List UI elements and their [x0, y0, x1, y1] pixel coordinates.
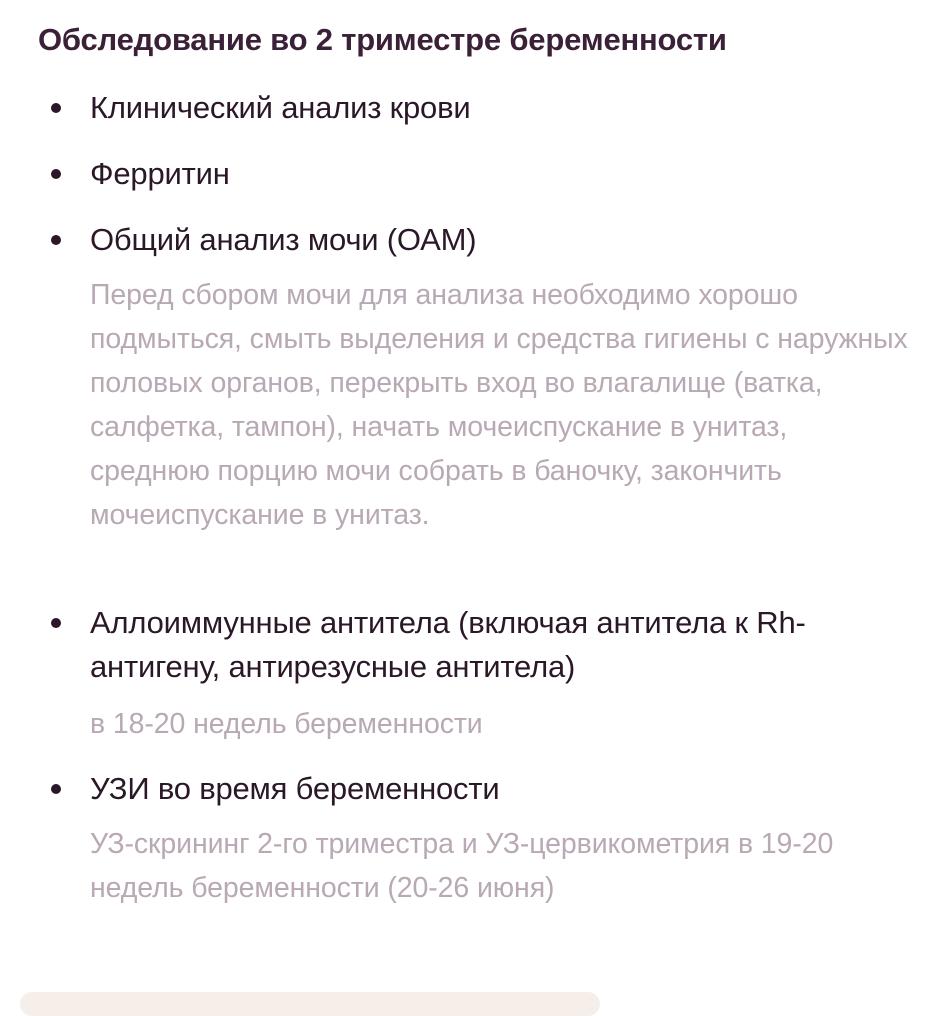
- bullet-icon: [51, 103, 61, 113]
- bullet-icon: [51, 618, 61, 628]
- bullet-icon: [51, 235, 61, 245]
- item-label: Ферритин: [90, 156, 230, 191]
- section-title: Обследование во 2 триместре беременности: [38, 22, 727, 57]
- item-note: Перед сбором мочи для анализа необходимо хорошо подмыться, смыть выделения и средства гигиены с наружных половых органов, перекрыть вход во влагалище (ватка, салфетка, тампон), начать мочеиспускание в унитаз, среднюю порцию мочи собрать в баночку, закончить мочеиспускание в унитаз.: [90, 279, 908, 531]
- item-label: Аллоиммунные антитела (включая антитела к Rh-антигену, антирезусные антитела): [90, 605, 806, 684]
- item-label: УЗИ во время беременности: [90, 771, 500, 806]
- bullet-icon: [51, 169, 61, 179]
- item-label: Клинический анализ крови: [90, 90, 471, 125]
- item-label: Общий анализ мочи (ОАМ): [90, 222, 477, 257]
- item-note: УЗ-скрининг 2-го триместра и УЗ-цервикометрия в 19-20 недель беременности (20-26 июня): [90, 828, 834, 904]
- bullet-icon: [51, 784, 61, 794]
- next-card-edge: [20, 992, 600, 1016]
- item-note: в 18-20 недель беременности: [90, 708, 483, 740]
